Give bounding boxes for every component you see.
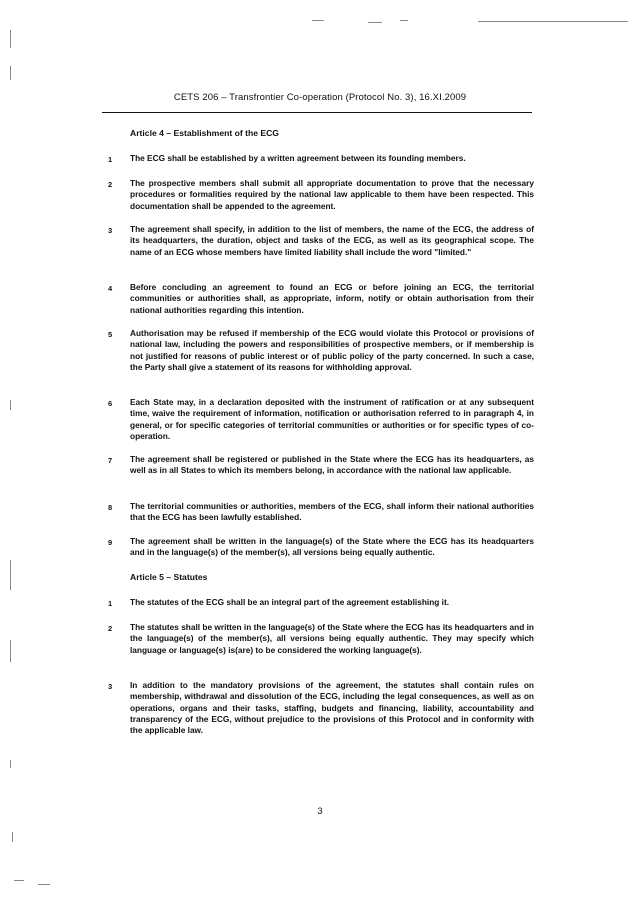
paragraph-text: The agreement shall specify, in addition to the list of members, the name of the ECG, the address of its headquarters, the duration, object and tasks of the ECG, as well as its geographical scope. The name of an ECG whose members have limited liability shall include the word "limited." [130, 224, 534, 257]
paragraph-text: The prospective members shall submit all appropriate documentation to prove that the necessary procedures or formalities required by the national law applicable to them have been respected. This documentation shall be appended to the agreement. [130, 178, 534, 211]
scan-mark [400, 20, 408, 21]
paragraph-text: In addition to the mandatory provisions of the agreement, the statutes shall contain rules on membership, withdrawal and dissolution of the ECG, including the legal consequences, as well as on operations, organs and their tasks, staffing, budgets and financing, liability, accountability and transparency of the ECG, without prejudice to the provisions of this Protocol and in conformity with the applicable law. [130, 680, 534, 736]
paragraph-text: Before concluding an agreement to found an ECG or before joining an ECG, the territorial communities or authorities shall, as appropriate, inform, notify or obtain authorisation from their national authorities regarding this intention. [130, 282, 534, 315]
scan-mark [10, 66, 11, 80]
paragraph-number: 2 [108, 180, 113, 189]
paragraph-text: Authorisation may be refused if membership of the ECG would violate this Protocol or provisions of national law, including the powers and responsibilities of prospective members, or if membership is not justified for reasons of public interest or of public policy of the party concerned. In such a case, the Party shall give a statement of its reasons for withholding approval. [130, 328, 534, 372]
article-5-heading: Article 5 – Statutes [130, 572, 208, 582]
page-number: 3 [317, 806, 323, 816]
article-4-heading: Article 4 – Establishment of the ECG [130, 128, 279, 138]
scan-mark [10, 30, 11, 48]
paragraph-number: 8 [108, 503, 113, 512]
paragraph-number: 1 [108, 155, 113, 164]
paragraph-number: 1 [108, 599, 113, 608]
paragraph-number: 9 [108, 538, 113, 547]
paragraph-text: The statutes of the ECG shall be an integral part of the agreement establishing it. [130, 597, 450, 607]
scan-mark [38, 884, 50, 885]
paragraph-text: Each State may, in a declaration deposited with the instrument of ratification or at any subsequent time, waive the requirement of information, notification or authorisation referred to in paragraph 4, in general, or for specific categories of territorial communities or authorities or for specific types of co-operation. [130, 397, 534, 441]
scan-mark [10, 560, 11, 590]
paragraph-number: 6 [108, 399, 113, 408]
paragraph-text: The territorial communities or authorities, members of the ECG, shall inform their national authorities that the ECG has been lawfully established. [130, 501, 534, 523]
paragraph-number: 3 [108, 682, 113, 691]
scan-mark [368, 22, 382, 23]
paragraph-text: The agreement shall be registered or published in the State where the ECG has its headquarters, as well as in all States to which its members belong, in accordance with the national law applicable. [130, 454, 534, 476]
scan-mark [10, 760, 11, 768]
scan-mark [12, 832, 13, 842]
paragraph-text: The statutes shall be written in the language(s) of the State where the ECG has its headquarters and in the language(s) of the member(s), all versions being equally authentic. They may specify which language or language(s) is(are) to be considered the working language(s). [130, 622, 534, 655]
scan-mark [10, 640, 11, 662]
scan-mark [312, 20, 324, 21]
paragraph-text: The ECG shall be established by a written agreement between its founding members. [130, 153, 466, 163]
scan-mark [10, 400, 11, 410]
scan-mark [478, 21, 628, 22]
paragraph-number: 2 [108, 624, 113, 633]
paragraph-number: 5 [108, 330, 113, 339]
scan-mark [14, 880, 24, 881]
paragraph-number: 3 [108, 226, 113, 235]
paragraph-number: 4 [108, 284, 113, 293]
paragraph-number: 7 [108, 456, 113, 465]
document-header: CETS 206 – Transfrontier Co-operation (Protocol No. 3), 16.XI.2009 [173, 92, 467, 103]
paragraph-text: The agreement shall be written in the language(s) of the State where the ECG has its headquarters and in the language(s) of the member(s), all versions being equally authentic. [130, 536, 534, 558]
header-divider [102, 112, 532, 113]
